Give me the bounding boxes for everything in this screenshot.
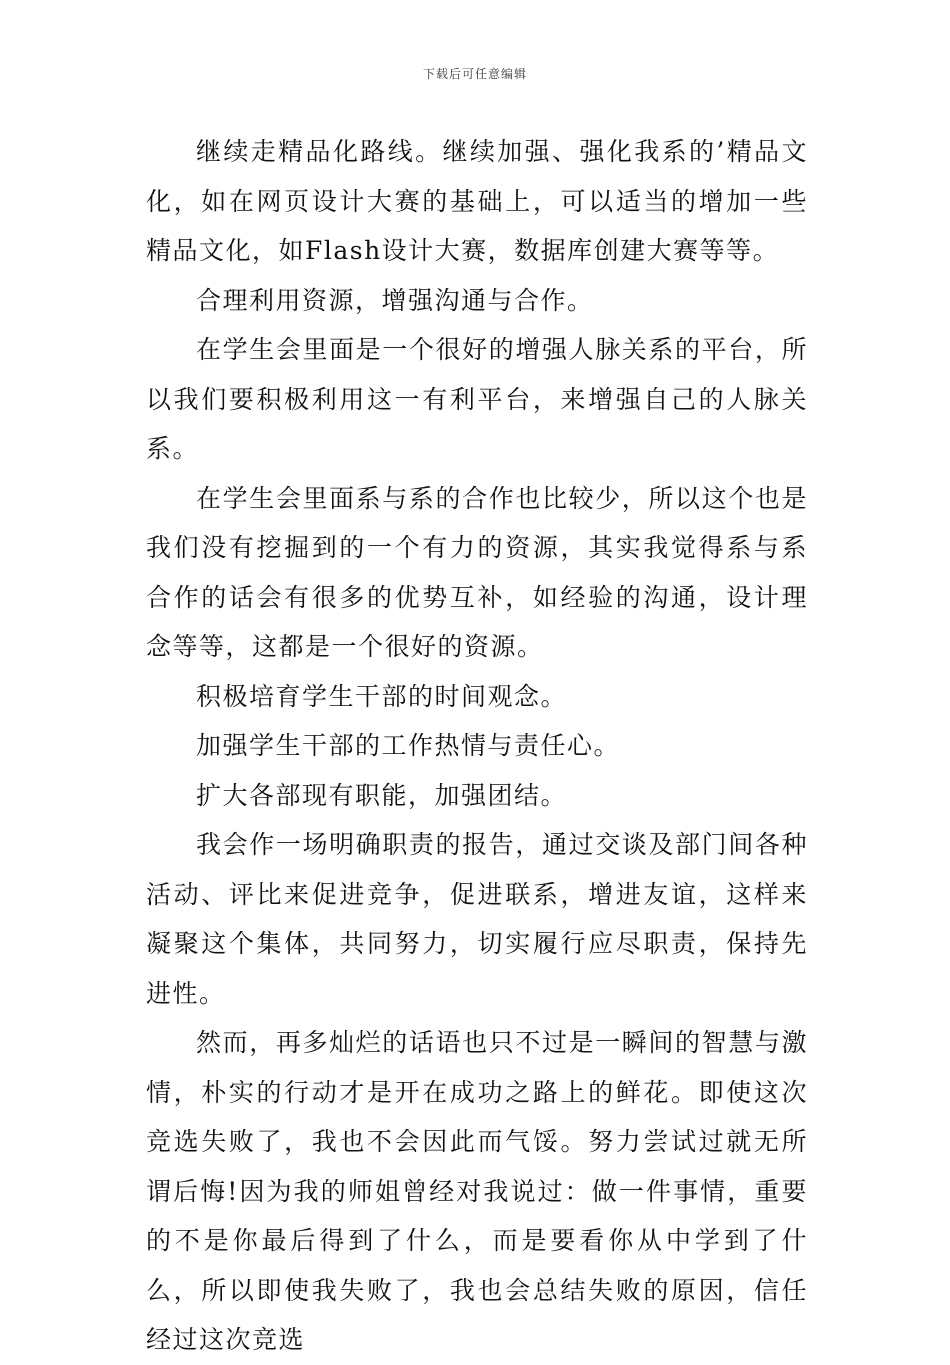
paragraph: 积极培育学生干部的时间观念。 xyxy=(196,681,568,711)
paragraph: 我会作一场明确职责的报告，通过交谈及部门间各种活动、评比来促进竞争，促进联系，增进友谊，这样来凝聚这个集体，共同努力，切实履行应尽职责，保持先进性。 xyxy=(146,830,808,1008)
paragraph: 继续走精品化路线。继续加强、强化我系的’精品文化，如在网页设计大赛的基础上，可以适当的增加一些精品文化，如Flash设计大赛，数据库创建大赛等等。 xyxy=(146,137,808,265)
paragraph: 扩大各部现有职能，加强团结。 xyxy=(196,780,568,810)
document-body xyxy=(146,127,808,1365)
paragraph: 加强学生干部的工作热情与责任心。 xyxy=(196,731,621,760)
paragraph: 在学生会里面是一个很好的增强人脉关系的平台，所以我们要积极利用这一有利平台，来增强自己的人脉关系。 xyxy=(146,335,808,463)
paragraph: 在学生会里面系与系的合作也比较少，所以这个也是我们没有挖掘到的一个有力的资源，其实我觉得系与系合作的话会有很多的优势互补，如经验的沟通，设计理念等等，这都是一个很好的资源。 xyxy=(146,483,808,661)
paragraph: 合理利用资源，增强沟通与合作。 xyxy=(196,285,594,315)
page-header-note: 下载后可任意编辑 xyxy=(422,67,527,81)
paragraph: 然而，再多灿烂的话语也只不过是一瞬间的智慧与激情，朴实的行动才是开在成功之路上的鲜花。即使这次竞选失败了，我也不会因此而气馁。努力尝试过就无所谓后悔!因为我的师姐曾经对我说过：做一件事情，重要的不是你最后得到了什么，而是要看你从中学到了什么，所以即使我失败了，我也会总结失败的原因，信任经过这次竞选 xyxy=(146,1028,808,1354)
